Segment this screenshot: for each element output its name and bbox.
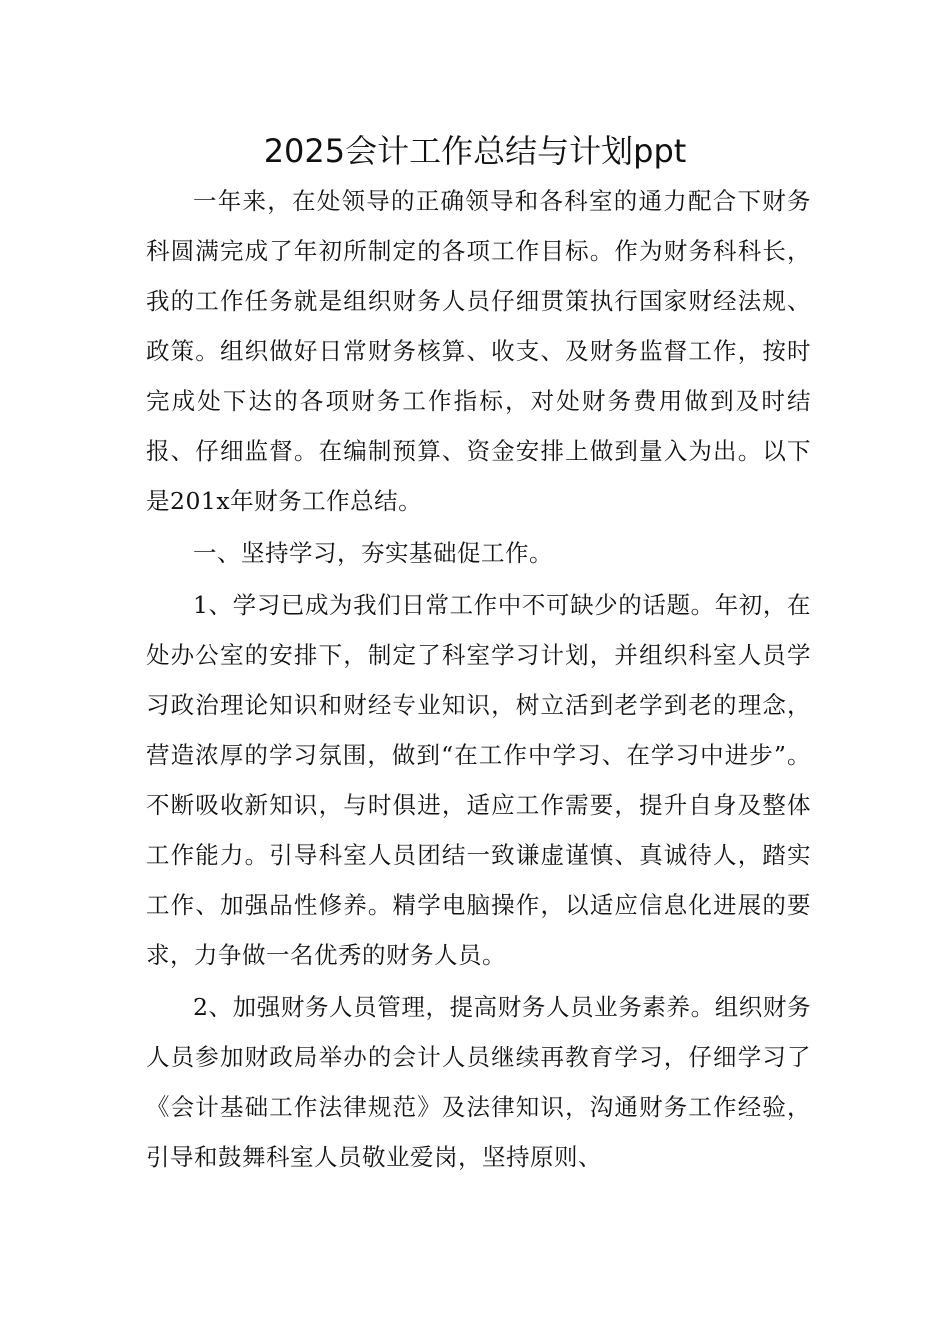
paragraph-intro: 一年来，在处领导的正确领导和各科室的通力配合下财务科圆满完成了年初所制定的各项工作目标。作为财务科科长，我的工作任务就是组织财务人员仔细贯策执行国家财经法规、政策。组织做好日常财务核算、收支、及财务监督工作，按时完成处下达的各项财务工作指标，对处财务费用做到及时结报、仔细监督。在编制预算、资金安排上做到量入为出。以下是201x年财务工作总结。 [146,187,811,515]
section-heading-1: 一、坚持学习，夯实基础促工作。 [193,539,553,567]
paragraph-item-2: 2、加强财务人员管理，提高财务人员业务素养。组织财务人员参加财政局举办的会计人员继续再教育学习，仔细学习了《会计基础工作法律规范》及法律知识，沟通财务工作经验，引导和鼓舞科室人员敬业爱岗，坚持原则、 [146,993,811,1171]
paragraph-item-1: 1、学习已成为我们日常工作中不可缺少的话题。年初，在处办公室的安排下，制定了科室学习计划，并组织科室人员学习政治理论知识和财经专业知识，树立活到老学到老的理念，营造浓厚的学习氛围，做到“在工作中学习、在学习中进步”。不断吸收新知识，与时俱进，适应工作需要，提升自身及整体工作能力。引导科室人员团结一致谦虚谨慎、真诚待人，踏实工作、加强品性修养。精学电脑操作，以适应信息化进展的要求，力争做一名优秀的财务人员。 [146,591,811,969]
document-body [146,176,811,1182]
document-title: 2025会计工作总结与计划ppt [263,132,687,170]
